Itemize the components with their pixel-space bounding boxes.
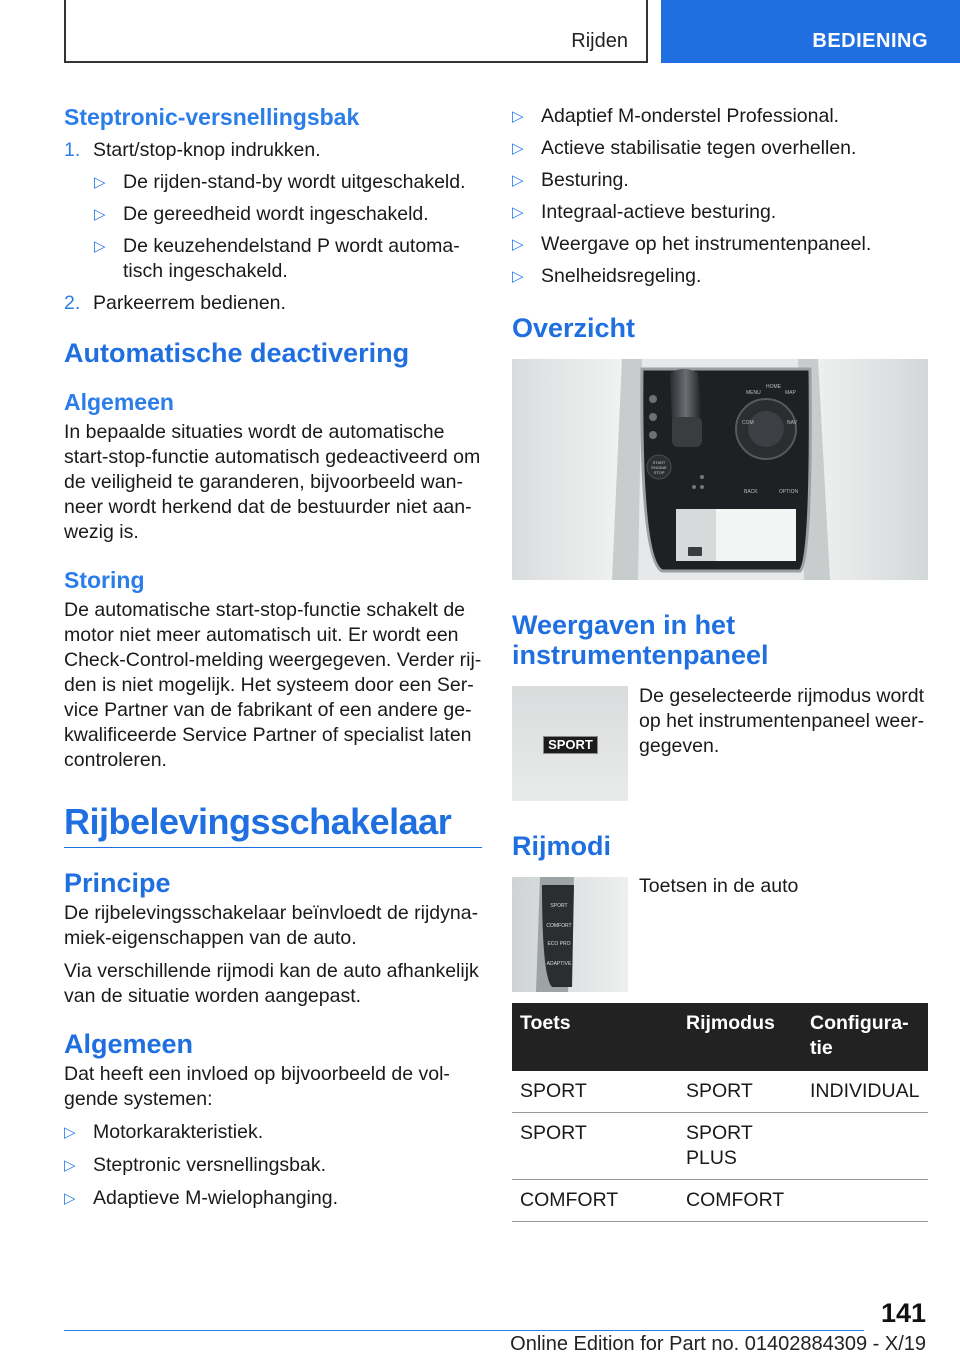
eco-pro-button-label: ECO PRO xyxy=(547,941,571,947)
table-cell: SPORT PLUS xyxy=(678,1113,802,1180)
back-label: BACK xyxy=(744,489,758,495)
list-item xyxy=(94,202,482,227)
step-text: Start/stop-knop indrukken. xyxy=(93,139,321,161)
list-item-text: Snelheidsregeling. xyxy=(541,265,702,287)
displays-heading-line-1: Weergaven in het xyxy=(512,610,736,640)
table-cell: SPORT xyxy=(512,1071,678,1113)
list-item-text: Steptronic versnellingsbak. xyxy=(93,1154,327,1176)
center-console-photo xyxy=(512,359,928,580)
drive-modes-heading: Rijmodi xyxy=(512,831,611,861)
table-row xyxy=(512,1071,928,1113)
triangle-bullet-icon: ▷ xyxy=(512,108,524,125)
com-label: COM xyxy=(742,420,754,426)
map-label: MAP xyxy=(785,390,796,396)
mode-buttons-illustration xyxy=(512,877,628,992)
right-column xyxy=(512,104,928,289)
triangle-bullet-icon: ▷ xyxy=(94,174,106,191)
adaptive-button-label: ADAPTIVE xyxy=(546,961,572,967)
header-frame xyxy=(64,0,648,63)
list-item xyxy=(64,1120,482,1145)
list-item xyxy=(512,200,928,225)
list-item xyxy=(64,1153,482,1178)
step-text: Parkeerrem bedienen. xyxy=(93,292,286,314)
home-label: HOME xyxy=(766,384,781,390)
svg-text:STOP: STOP xyxy=(653,470,665,475)
triangle-bullet-icon: ▷ xyxy=(94,206,106,223)
list-item-text: Actieve stabilisatie tegen overhellen. xyxy=(541,137,857,159)
mode-buttons-photo xyxy=(512,877,628,992)
svg-text:ENGINE: ENGINE xyxy=(651,465,667,470)
general-text: In bepaalde situaties wordt de automatische start-stop-functie automatisch gedeactiveerd om de veiligheid te garanderen, bijvoorbeeld wan-neer wordt herkend dat de bestuurder niet aan-wezig is. xyxy=(64,421,481,543)
table-cell: SPORT xyxy=(678,1071,802,1113)
triangle-bullet-icon: ▷ xyxy=(512,140,524,157)
triangle-bullet-icon: ▷ xyxy=(64,1157,76,1174)
table-header-row xyxy=(512,1003,928,1071)
start-engine-label: START xyxy=(652,460,666,465)
drive-modes-table-wrap xyxy=(512,1003,928,1222)
table-cell: COMFORT xyxy=(512,1180,678,1222)
list-item xyxy=(94,234,473,284)
principle-heading: Principe xyxy=(64,868,171,898)
page-number: 141 xyxy=(880,1298,926,1328)
general-heading: Algemeen xyxy=(64,389,174,415)
steptronic-heading: Steptronic-versnellingsbak xyxy=(64,104,360,130)
auto-deactivation-heading: Automatische deactivering xyxy=(64,338,410,368)
nav-label: NAV xyxy=(787,420,797,426)
table-row xyxy=(512,1180,928,1222)
fault-text: De automatische start-stop-functie schakelt de motor niet meer automatisch uit. Er wordt een Check-Control-melding weergegeven. Verder rij-den is niet mogelijk. Het systeem door een Ser-vice Partner van de fabrikant of een andere ge-kwalificeerde Service Partner of specialist laten controleren. xyxy=(64,599,482,771)
triangle-bullet-icon: ▷ xyxy=(512,236,524,253)
displays-heading xyxy=(512,610,769,670)
list-item-text: Weergave op het instrumentenpaneel. xyxy=(541,233,872,255)
edition-footer: Online Edition for Part no. 01402884309 - X/19 xyxy=(510,1333,926,1355)
list-item xyxy=(512,136,928,161)
column-header: Rijmodus xyxy=(678,1003,802,1071)
footer-divider xyxy=(64,1330,864,1331)
table-cell xyxy=(802,1180,928,1222)
list-item-text: De rijden-stand-by wordt uitgeschakeld. xyxy=(123,171,466,193)
menu-label: MENU xyxy=(746,390,761,396)
left-column xyxy=(64,100,482,1211)
overview-heading: Overzicht xyxy=(512,313,636,343)
main-heading-block xyxy=(64,801,482,848)
section-tab-label: BEDIENING xyxy=(812,30,928,52)
list-item xyxy=(64,1186,482,1211)
list-item-text: De keuzehendelstand P wordt automa-tisch ingeschakeld. xyxy=(123,235,460,282)
list-item xyxy=(512,168,928,193)
sport-badge: SPORT xyxy=(543,736,598,754)
table-cell: COMFORT xyxy=(678,1180,802,1222)
chapter-title: Rijden xyxy=(571,30,628,52)
triangle-bullet-icon: ▷ xyxy=(512,172,524,189)
column-header: Configura-tie xyxy=(802,1003,928,1071)
section-tab[interactable] xyxy=(661,0,960,63)
drive-experience-switch-heading: Rijbelevingsschakelaar xyxy=(64,801,452,842)
list-item xyxy=(94,170,482,195)
step-item xyxy=(64,138,482,163)
list-item-text: De gereedheid wordt ingeschakeld. xyxy=(123,203,429,225)
list-item-text: Adaptief M-onderstel Professional. xyxy=(541,105,840,127)
triangle-bullet-icon: ▷ xyxy=(94,238,106,255)
sport-button-label: SPORT xyxy=(550,903,568,909)
list-item xyxy=(512,264,928,289)
displays-text: De geselecteerde rijmodus wordt op het instrumentenpaneel weer-gegeven. xyxy=(639,685,925,757)
instrument-panel-photo xyxy=(512,686,628,801)
table-cell: SPORT xyxy=(512,1113,678,1180)
center-console-illustration xyxy=(512,359,928,580)
list-item-text: Motorkarakteristiek. xyxy=(93,1121,264,1143)
fault-heading: Storing xyxy=(64,567,145,593)
principle-text-2: Via verschillende rijmodi kan de auto afhankelijk van de situatie worden aangepast. xyxy=(64,960,479,1007)
table-row xyxy=(512,1113,928,1180)
list-item-text: Integraal-actieve besturing. xyxy=(541,201,777,223)
triangle-bullet-icon: ▷ xyxy=(512,268,524,285)
displays-heading-line-2: instrumentenpaneel xyxy=(512,640,769,670)
general-heading-2: Algemeen xyxy=(64,1029,194,1059)
step-item xyxy=(64,291,482,316)
general-text-2: Dat heeft een invloed op bijvoorbeeld de vol-gende systemen: xyxy=(64,1063,450,1110)
table-cell: INDIVIDUAL xyxy=(802,1071,928,1113)
list-item xyxy=(512,232,928,257)
list-item-text: Besturing. xyxy=(541,169,629,191)
triangle-bullet-icon: ▷ xyxy=(64,1124,76,1141)
option-label: OPTION xyxy=(779,489,799,495)
list-item xyxy=(512,104,928,129)
step-number: 2. xyxy=(64,292,81,314)
drive-modes-table xyxy=(512,1003,928,1222)
triangle-bullet-icon: ▷ xyxy=(512,204,524,221)
list-item-text: Adaptieve M-wielophanging. xyxy=(93,1187,338,1209)
mode-buttons-text: Toetsen in de auto xyxy=(639,875,799,897)
principle-text-1: De rijbelevingsschakelaar beïnvloedt de rijdyna-miek-eigenschappen van de auto. xyxy=(64,902,479,949)
table-cell xyxy=(802,1113,928,1180)
column-header: Toets xyxy=(512,1003,678,1071)
step-number: 1. xyxy=(64,139,81,161)
comfort-button-label: COMFORT xyxy=(546,923,572,929)
triangle-bullet-icon: ▷ xyxy=(64,1190,76,1207)
